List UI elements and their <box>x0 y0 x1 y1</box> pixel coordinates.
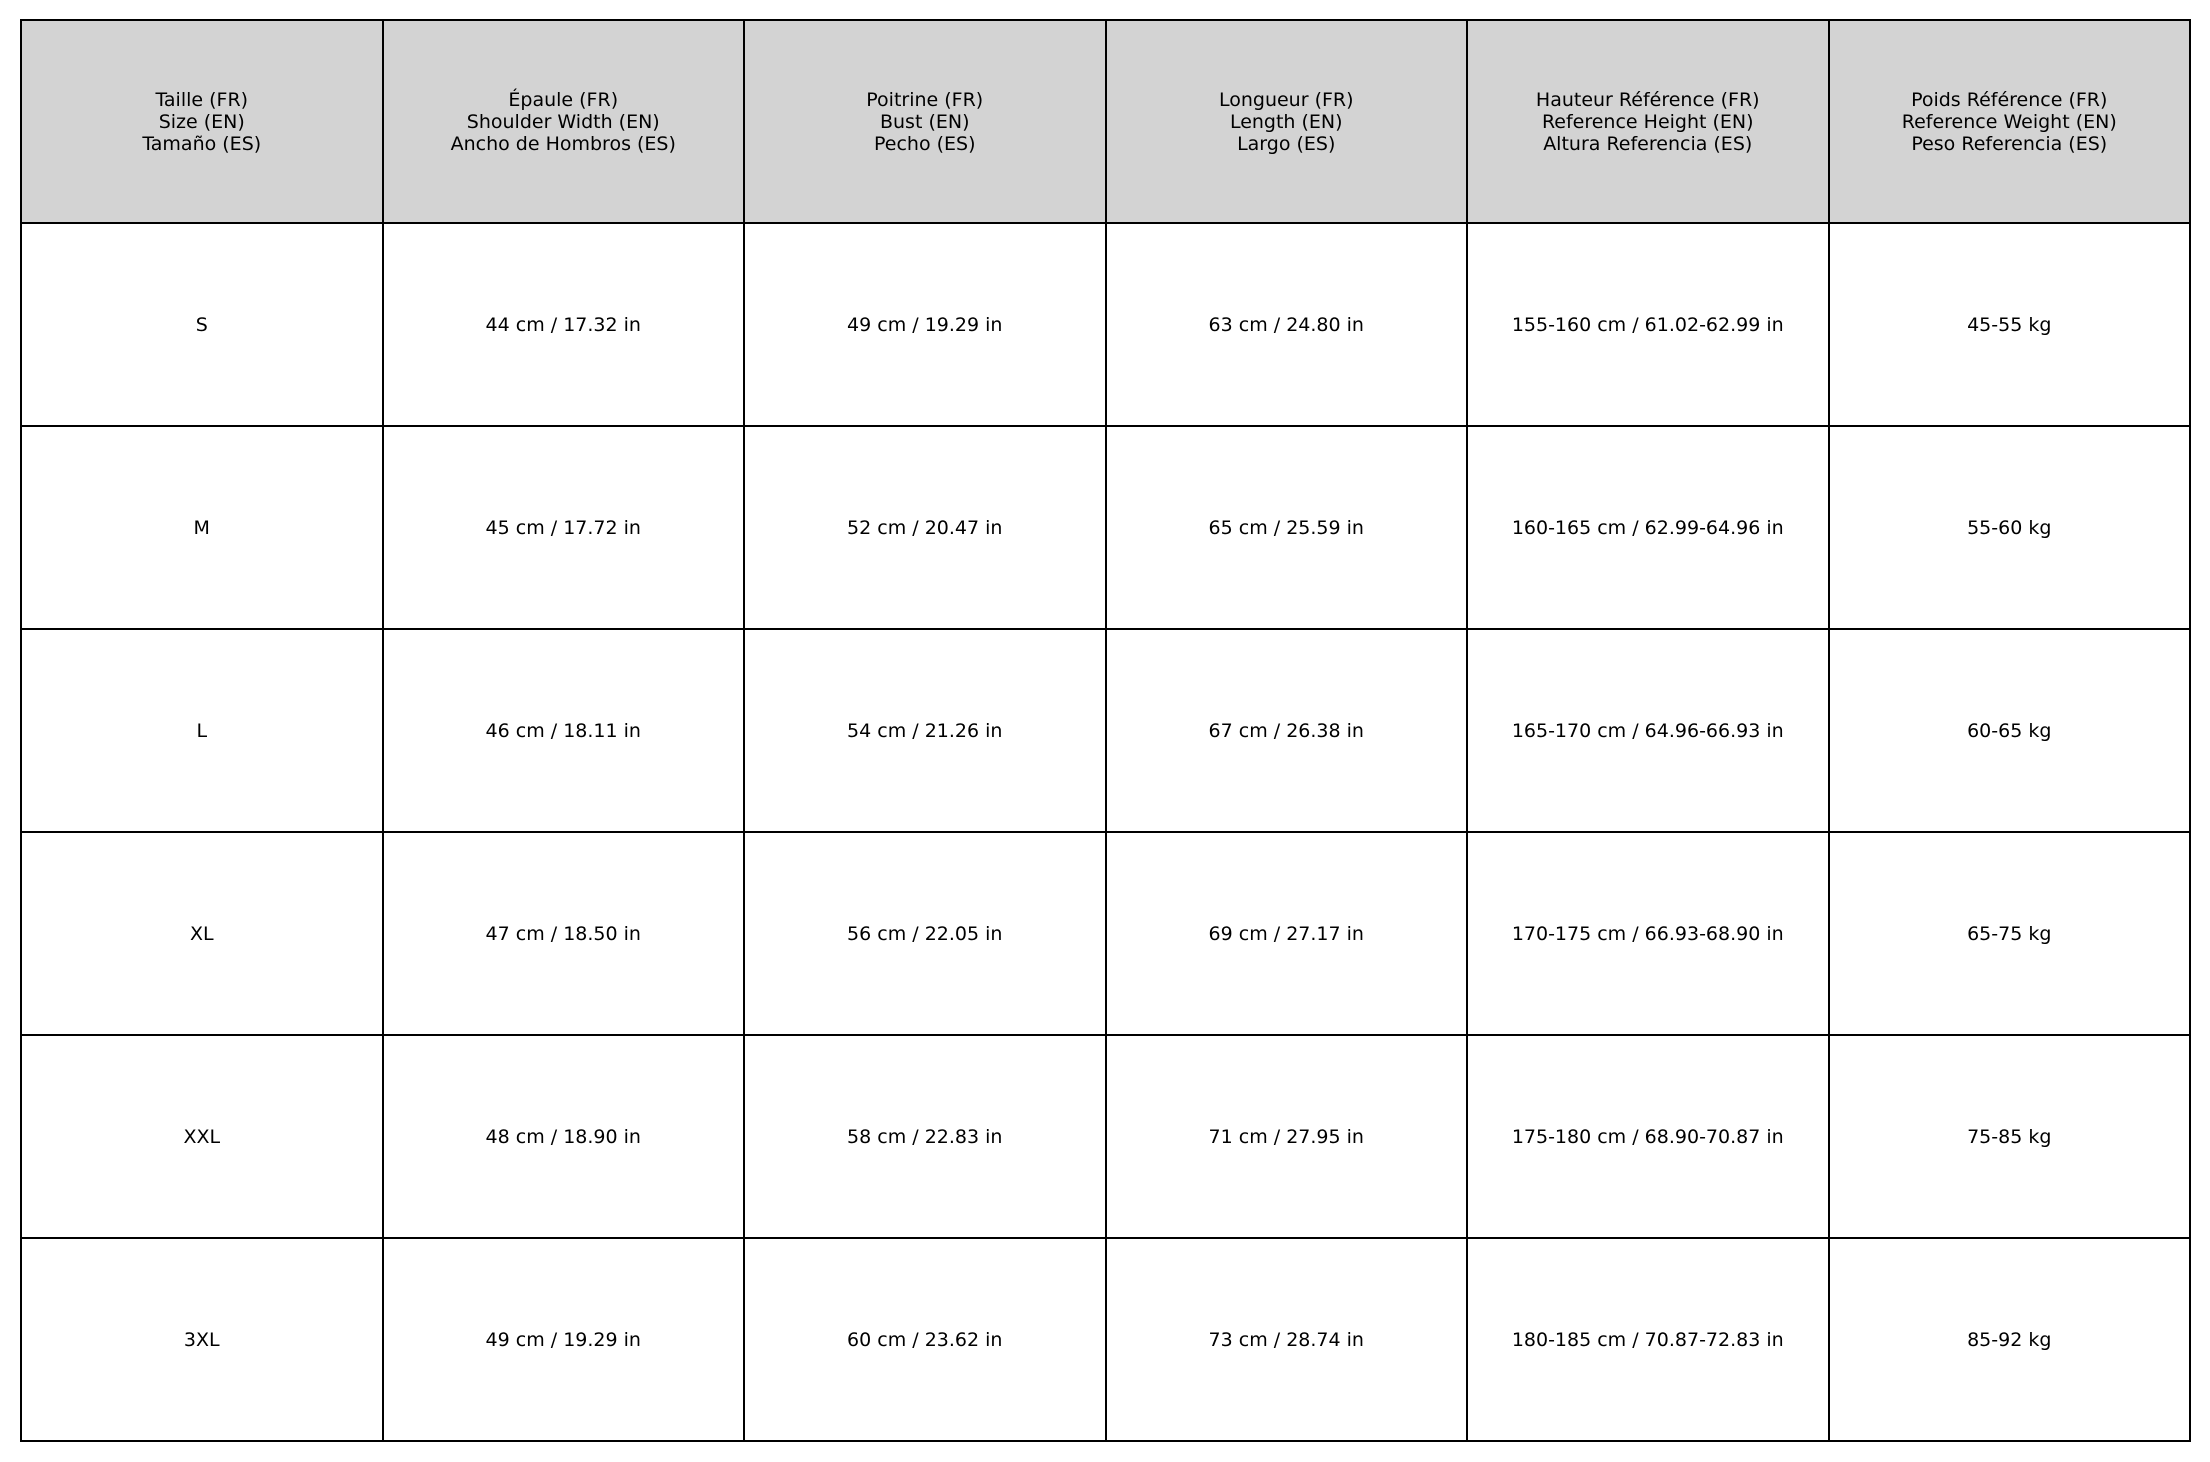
cell-size: XL <box>21 832 383 1035</box>
cell-length: 67 cm / 26.38 in <box>1106 629 1468 832</box>
cell-reference-height: 175-180 cm / 68.90-70.87 in <box>1467 1035 1829 1238</box>
cell-reference-weight: 85-92 kg <box>1829 1238 2191 1441</box>
cell-reference-weight: 60-65 kg <box>1829 629 2191 832</box>
table-row <box>21 629 2190 832</box>
cell-shoulder: 49 cm / 19.29 in <box>383 1238 745 1441</box>
header-shoulder-es: Ancho de Hombros (ES) <box>450 132 676 155</box>
cell-length: 63 cm / 24.80 in <box>1106 223 1468 426</box>
cell-shoulder: 46 cm / 18.11 in <box>383 629 745 832</box>
header-shoulder <box>383 20 745 223</box>
table-body <box>21 223 2190 1441</box>
cell-shoulder: 45 cm / 17.72 in <box>383 426 745 629</box>
header-size <box>21 20 383 223</box>
header-size-es: Tamaño (ES) <box>142 132 262 155</box>
header-shoulder-fr: Épaule (FR) <box>508 88 619 111</box>
header-length-es: Largo (ES) <box>1237 132 1336 155</box>
cell-reference-height: 155-160 cm / 61.02-62.99 in <box>1467 223 1829 426</box>
header-reference-height <box>1467 20 1829 223</box>
cell-bust: 54 cm / 21.26 in <box>744 629 1106 832</box>
cell-bust: 52 cm / 20.47 in <box>744 426 1106 629</box>
cell-length: 73 cm / 28.74 in <box>1106 1238 1468 1441</box>
cell-size: S <box>21 223 383 426</box>
header-weight-es: Peso Referencia (ES) <box>1911 132 2108 155</box>
header-length <box>1106 20 1468 223</box>
cell-size: XXL <box>21 1035 383 1238</box>
header-row <box>21 20 2190 223</box>
header-bust-fr: Poitrine (FR) <box>866 88 984 111</box>
cell-size: L <box>21 629 383 832</box>
header-height-fr: Hauteur Référence (FR) <box>1535 88 1760 111</box>
header-size-fr: Taille (FR) <box>155 88 249 111</box>
header-weight-en: Reference Weight (EN) <box>1901 110 2117 133</box>
header-reference-weight <box>1829 20 2191 223</box>
header-bust-es: Pecho (ES) <box>873 132 976 155</box>
header-length-en: Length (EN) <box>1229 110 1343 133</box>
cell-reference-weight: 65-75 kg <box>1829 832 2191 1035</box>
cell-reference-height: 165-170 cm / 64.96-66.93 in <box>1467 629 1829 832</box>
cell-reference-weight: 55-60 kg <box>1829 426 2191 629</box>
cell-reference-weight: 75-85 kg <box>1829 1035 2191 1238</box>
cell-bust: 49 cm / 19.29 in <box>744 223 1106 426</box>
cell-length: 71 cm / 27.95 in <box>1106 1035 1468 1238</box>
header-bust-en: Bust (EN) <box>879 110 970 133</box>
size-chart-table <box>20 19 2191 1442</box>
cell-size: M <box>21 426 383 629</box>
cell-shoulder: 44 cm / 17.32 in <box>383 223 745 426</box>
table-row <box>21 1238 2190 1441</box>
cell-bust: 60 cm / 23.62 in <box>744 1238 1106 1441</box>
cell-length: 69 cm / 27.17 in <box>1106 832 1468 1035</box>
cell-shoulder: 48 cm / 18.90 in <box>383 1035 745 1238</box>
header-height-es: Altura Referencia (ES) <box>1543 132 1753 155</box>
table-header <box>21 20 2190 223</box>
table-row <box>21 223 2190 426</box>
header-bust <box>744 20 1106 223</box>
cell-length: 65 cm / 25.59 in <box>1106 426 1468 629</box>
header-weight-fr: Poids Référence (FR) <box>1911 88 2108 111</box>
cell-reference-height: 160-165 cm / 62.99-64.96 in <box>1467 426 1829 629</box>
cell-bust: 58 cm / 22.83 in <box>744 1035 1106 1238</box>
cell-bust: 56 cm / 22.05 in <box>744 832 1106 1035</box>
cell-reference-height: 170-175 cm / 66.93-68.90 in <box>1467 832 1829 1035</box>
header-length-fr: Longueur (FR) <box>1218 88 1354 111</box>
header-height-en: Reference Height (EN) <box>1541 110 1754 133</box>
cell-shoulder: 47 cm / 18.50 in <box>383 832 745 1035</box>
table-row <box>21 426 2190 629</box>
cell-size: 3XL <box>21 1238 383 1441</box>
header-shoulder-en: Shoulder Width (EN) <box>466 110 660 133</box>
table-row <box>21 1035 2190 1238</box>
header-size-en: Size (EN) <box>158 110 245 133</box>
cell-reference-height: 180-185 cm / 70.87-72.83 in <box>1467 1238 1829 1441</box>
cell-reference-weight: 45-55 kg <box>1829 223 2191 426</box>
table-row <box>21 832 2190 1035</box>
